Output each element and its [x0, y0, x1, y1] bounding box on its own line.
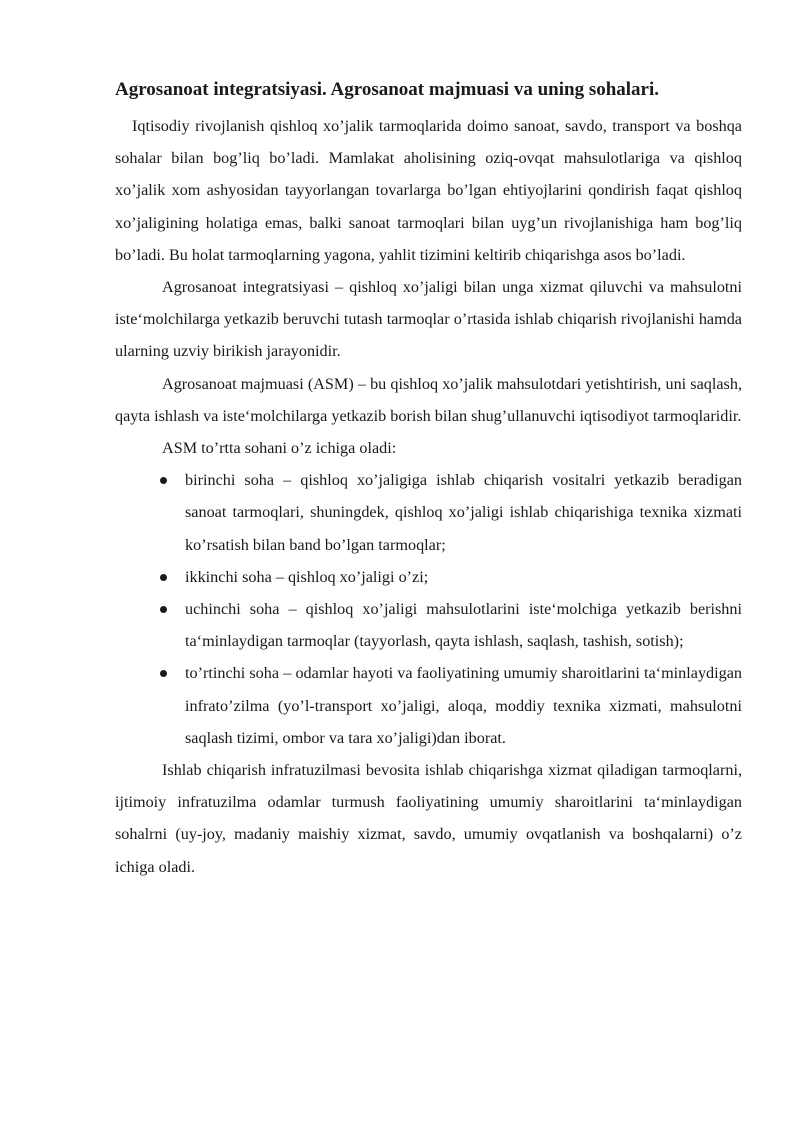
list-item: [185, 593, 742, 657]
paragraph-asm-spheres-intro: ASM to’rtta sohani o’z ichiga oladi:: [162, 439, 397, 458]
bullet-icon: [160, 574, 167, 581]
list-item-text: birinchi soha – qishloq xo’jaligiga ishlab chiqarish vositalri yetkazib beradigan sanoat tarmoqlari, shuningdek, qishloq xo’jaligi ishlab chiqarishiga texnika xizmati ko’rsatish bilan band bo’lgan tarmoqlar;: [185, 471, 742, 554]
list-item: [185, 657, 742, 754]
list-item: [185, 464, 742, 561]
bullet-icon: [160, 477, 167, 484]
bullet-icon: [160, 670, 167, 677]
spheres-list: [115, 464, 742, 754]
page-title: Agrosanoat integratsiyasi. Agrosanoat majmuasi va uning sohalari.: [115, 79, 660, 100]
bullet-icon: [160, 606, 167, 613]
paragraph-intro: Iqtisodiy rivojlanish qishloq xo’jalik tarmoqlarida doimo sanoat, savdo, transport va boshqa sohalar bilan bog’liq bo’ladi. Mamlakat aholisining oziq-ovqat mahsulotlariga va qishloq xo’jalik xom ashyosidan tayyorlangan tovarlarga bo’lgan ehtiyojlarini qondirish faqat qishloq xo’jaligining holatiga emas, balki sanoat tarmoqlari bilan uyg’un rivojlanishiga ham bog’liq bo’ladi. Bu holat tarmoqlarning yagona, yahlit tizimini keltirib chiqarishga asos bo’ladi.: [115, 117, 742, 264]
paragraph-asm-definition: Agrosanoat majmuasi (ASM) – bu qishloq xo’jalik mahsulotdari yetishtirish, uni saqlash, qayta ishlash va iste‘molchilarga yetkazib borish bilan shug’ullanuvchi iqtisodiyot tarmoqlaridir.: [115, 374, 742, 425]
list-item-text: ikkinchi soha – qishloq xo’jaligi o’zi;: [185, 567, 429, 586]
document-page: [115, 72, 742, 883]
list-item: [185, 561, 742, 593]
list-item-text: to’rtinchi soha – odamlar hayoti va faoliyatining umumiy sharoitlarini ta‘minlaydigan infrato’zilma (yo’l-transport xo’jaligi, aloqa, moddiy texnika xizmati, mahsulotni saqlash tizimi, ombor va tara xo’jaligi)dan iborat.: [185, 664, 742, 747]
paragraph-infrastructure: Ishlab chiqarish infratuzilmasi bevosita ishlab chiqarishga xizmat qiladigan tarmoqlarni, ijtimoiy infratuzilma odamlar turmush faoliyatining umumiy sharoitlarini ta‘minlaydigan sohalrni (uy-joy, madaniy maishiy xizmat, savdo, umumiy ovqatlanish va boshqalarni) o’z ichiga oladi.: [115, 761, 742, 876]
list-item-text: uchinchi soha – qishloq xo’jaligi mahsulotlarini iste‘molchiga yetkazib berishni ta‘minlaydigan tarmoqlar (tayyorlash, qayta ishlash, saqlash, tashish, sotish);: [185, 600, 742, 651]
paragraph-integration-definition: Agrosanoat integratsiyasi – qishloq xo’jaligi bilan unga xizmat qiluvchi va mahsulotni iste‘molchilarga yetkazib beruvchi tutash tarmoqlar o’rtasida ishlab chiqarish rivojlanishi hamda ularning uzviy birikish jarayonidir.: [115, 278, 742, 361]
